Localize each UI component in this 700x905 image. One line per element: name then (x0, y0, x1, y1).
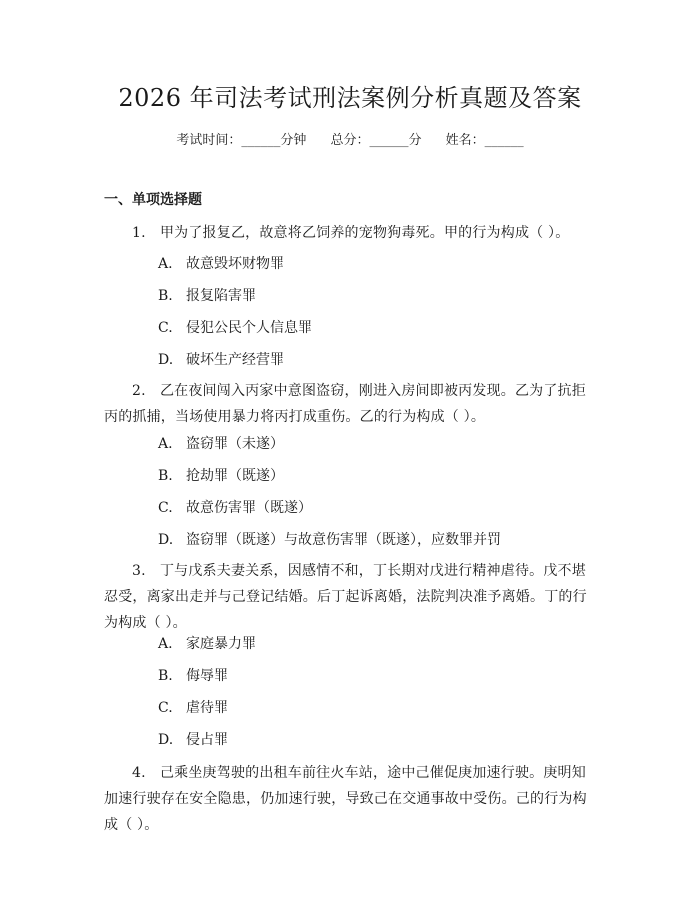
question-2-option-a (158, 432, 284, 456)
question-1-option-b (158, 284, 256, 308)
question-1: 1. 甲为了报复乙，故意将乙饲养的宠物狗毒死。甲的行为构成（ ）。 (132, 225, 570, 241)
option-text: 虐待罪 (186, 700, 228, 716)
option-text: 侵占罪 (186, 732, 228, 748)
option-letter: B. (158, 288, 173, 304)
option-letter: A. (158, 636, 173, 652)
option-text: 盗窃罪（未遂） (186, 436, 284, 452)
option-letter: A. (158, 256, 173, 272)
question-1-option-a (158, 252, 284, 276)
exam-meta (0, 130, 700, 152)
question-1-option-c (158, 316, 312, 340)
option-text: 盗窃罪（既遂）与故意伤害罪（既遂），应数罪并罚 (186, 532, 501, 548)
option-letter: B. (158, 668, 173, 684)
question-2-option-d (158, 528, 501, 552)
question-2-option-b (158, 464, 284, 488)
option-letter: C. (158, 320, 173, 336)
question-3: 3. 丁与戊系夫妻关系，因感情不和，丁长期对戊进行精神虐待。戊不堪忍受，离家出走并与己登记结婚。后丁起诉离婚，法院判决准予离婚。丁的行为构成（ ）。 (104, 563, 587, 631)
option-letter: C. (158, 700, 173, 716)
question-1-option-d (158, 348, 284, 372)
option-text: 破坏生产经营罪 (186, 352, 284, 368)
question-4: 4. 己乘坐庚驾驶的出租车前往火车站，途中己催促庚加速行驶。庚明知加速行驶存在安全隐患，仍加速行驶，导致己在交通事故中受伤。己的行为构成（ ）。 (104, 765, 587, 833)
option-text: 故意伤害罪（既遂） (186, 500, 312, 516)
exam-name: 姓名：______ (445, 133, 524, 148)
section-heading: 一、单项选择题 (104, 192, 202, 208)
question-2: 2. 乙在夜间闯入丙家中意图盗窃，刚进入房间即被丙发现。乙为了抗拒丙的抓捕，当场使用暴力将丙打成重伤。乙的行为构成（ ）。 (104, 383, 586, 425)
page-title: 2026 年司法考试刑法案例分析真题及答案 (118, 84, 582, 112)
option-text: 侵犯公民个人信息罪 (186, 320, 312, 336)
exam-time: 考试时间：______分钟 (176, 133, 307, 148)
option-text: 故意毁坏财物罪 (186, 256, 284, 272)
option-text: 侮辱罪 (186, 668, 228, 684)
question-3-option-b (158, 664, 228, 688)
option-letter: C. (158, 500, 173, 516)
question-3-option-a (158, 632, 256, 656)
option-text: 家庭暴力罪 (186, 636, 256, 652)
option-letter: B. (158, 468, 173, 484)
exam-score: 总分：______分 (330, 133, 422, 148)
option-letter: D. (158, 532, 174, 548)
question-3-option-d (158, 728, 228, 752)
option-letter: A. (158, 436, 173, 452)
option-letter: D. (158, 732, 174, 748)
question-2-option-c (158, 496, 312, 520)
option-letter: D. (158, 352, 174, 368)
question-3-option-c (158, 696, 228, 720)
option-text: 报复陷害罪 (186, 288, 256, 304)
option-text: 抢劫罪（既遂） (186, 468, 284, 484)
